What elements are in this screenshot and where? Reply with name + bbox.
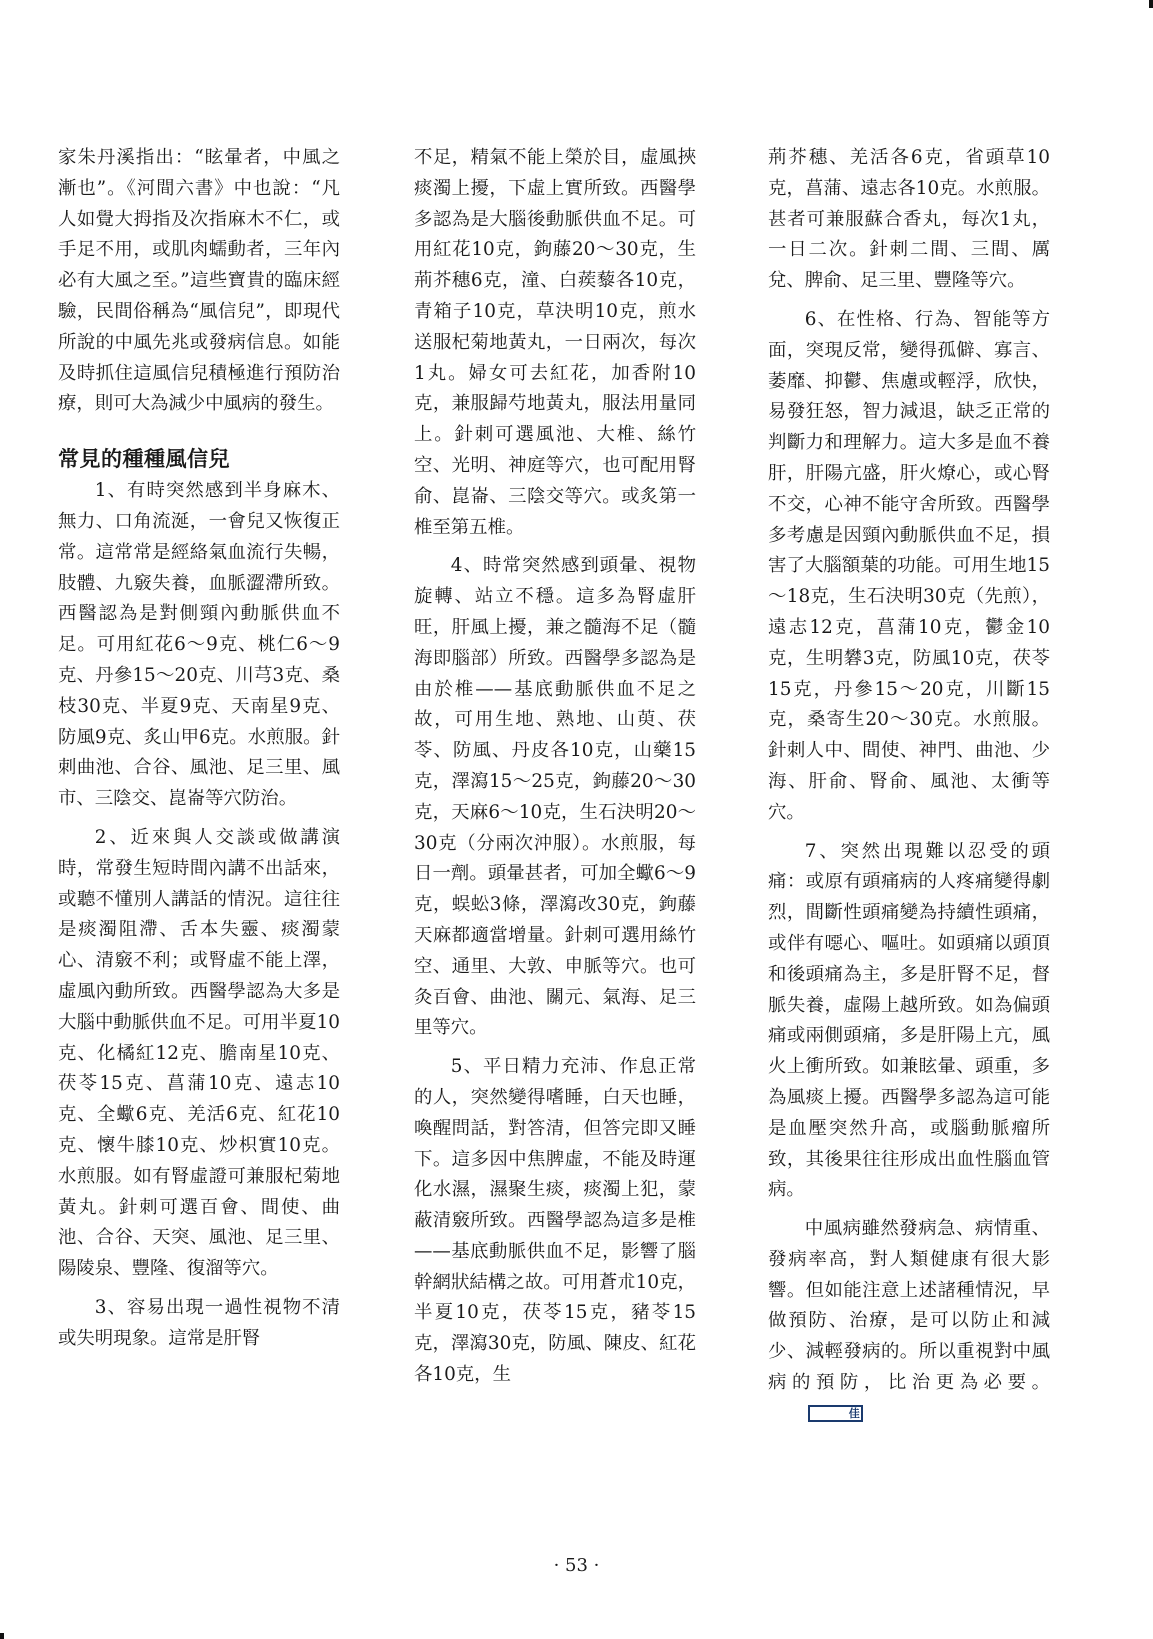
paragraph-item-5-continued: 荊芥穗、羌活各6克，省頭草10克，菖蒲、遠志各10克。水煎服。甚者可兼服蘇合香丸，每次1丸，一日二次。針刺二間、三間、厲兌、脾俞、足三里、豐隆等穴。 xyxy=(768,147,1050,292)
paragraph-item-3-continued: 不足，精氣不能上榮於目，虛風挾痰濁上擾，下虛上實所致。西醫學多認為是大腦後動脈供血不足。可用紅花10克，鉤藤20～30克，生荊芥穗6克，潼、白蒺藜各10克，青箱子10克，草決明10克，煎水送服杞菊地黃丸，一日兩次，每次1丸。婦女可去紅花，加香附10克，兼服歸芍地黃丸，服法用量同上。針刺可選風池、大椎、絲竹空、光明、神庭等穴，也可配用腎俞、崑崙、三陰交等穴。或炙第一椎至第五椎。 xyxy=(414,147,696,538)
text-column-1 xyxy=(58,143,340,1354)
paragraph-item-3: 3、容易出現一過性視物不清或失明現象。這常是肝腎 xyxy=(58,1296,340,1349)
text-column-2 xyxy=(414,143,696,1391)
closing-paragraph-text: 中風病雖然發病急、病情重、發病率高，對人類健康有很大影響。但如能注意上述諸種情況，早做預防、治療，是可以防止和減少、減輕發病的。所以重視對中風病的預防，比治更為必要。 xyxy=(768,1218,1050,1394)
closing-paragraph xyxy=(768,1214,1050,1430)
paragraph-item-6: 6、在性格、行為、智能等方面，突現反常，變得孤僻、寡言、萎靡、抑鬱、焦慮或輕浮，欣快，易發狂怒，智力減退，缺乏正常的判斷力和理解力。這大多是血不養肝，肝陽亢盛，肝火燎心，或心腎不交，心神不能守舍所致。西醫學多考慮是因頸內動脈供血不足，損害了大腦額葉的功能。可用生地15～18克，生石決明30克（先煎），遠志12克，菖蒲10克，鬱金10克，生明礬3克，防風10克，茯苓15克，丹參15～20克，川斷15克，桑寄生20～30克。水煎服。針刺人中、間使、神門、曲池、少海、肝俞、腎俞、風池、太衝等穴。 xyxy=(768,308,1050,823)
scan-edge-mark-bottom-left xyxy=(0,1633,4,1639)
intro-paragraph: 家朱丹溪指出：“眩暈者，中風之漸也”。《河間六書》中也說：“凡人如覺大拇指及次指麻木不仁，或手足不用，或肌肉蠕動者，三年內必有大風之至。”這些寶貴的臨床經驗，民間俗稱為“風信兒”，即現代所說的中風先兆或發病信息。如能及時抓住這風信兒積極進行預防治療，則可大為減少中風病的發生。 xyxy=(58,147,340,415)
paragraph-item-1: 1、有時突然感到半身麻木、無力、口角流涎，一會兒又恢復正常。這常常是經絡氣血流行失暢，肢體、九竅失養，血脈澀滯所致。西醫認為是對側頸內動脈供血不足。可用紅花6～9克、桃仁6～9克、丹參15～20克、川芎3克、桑枝30克、半夏9克、天南星9克、防風9克、炙山甲6克。水煎服。針刺曲池、合谷、風池、足三里、風市、三陰交、崑崙等穴防治。 xyxy=(58,480,340,810)
text-column-3 xyxy=(768,143,1050,1430)
author-seal-stamp: 佳 xyxy=(808,1405,863,1422)
paragraph-item-4: 4、時常突然感到頭暈、視物旋轉、站立不穩。這多為腎虛肝旺，肝風上擾，兼之髓海不足（髓海即腦部）所致。西醫學多認為是由於椎——基底動脈供血不足之故，可用生地、熟地、山萸、茯苓、防風、丹皮各10克，山藥15克，澤瀉15～25克，鉤藤20～30克，天麻6～10克，生石決明20～30克（分兩次沖服）。水煎服，每日一劑。頭暈甚者，可加全蠍6～9克，蜈蚣3條，澤瀉改30克，鉤藤天麻都適當增量。針刺可選用絲竹空、通里、大敦、申脈等穴。也可灸百會、曲池、關元、氣海、足三里等穴。 xyxy=(414,555,696,1039)
section-heading: 常見的種種風信兒 xyxy=(58,447,230,472)
paragraph-item-5: 5、平日精力充沛、作息正常的人，突然變得嗜睡，白天也睡，喚醒問話，對答清，但答完即又睡下。這多因中焦脾虛，不能及時運化水濕，濕聚生痰，痰濁上犯，蒙蔽清竅所致。西醫學認為這多是椎——基底動脈供血不足，影響了腦幹網狀結構之故。可用蒼朮10克，半夏10克，茯苓15克，豬苓15克，澤瀉30克，防風、陳皮、紅花各10克，生 xyxy=(414,1056,696,1386)
paragraph-item-7: 7、突然出現難以忍受的頭痛：或原有頭痛病的人疼痛變得劇烈，間斷性頭痛變為持續性頭痛，或伴有噁心、嘔吐。如頭痛以頭頂和後頭痛為主，多是肝腎不足，督脈失養，虛陽上越所致。如為偏頭痛或兩側頭痛，多是肝陽上亢，風火上衝所致。如兼眩暈、頭重，多為風痰上擾。西醫學多認為這可能是血壓突然升高，或腦動脈瘤所致，其後果往往形成出血性腦血管病。 xyxy=(768,840,1050,1201)
scan-edge-mark-top-right xyxy=(1149,0,1153,8)
page-number: · 53 · xyxy=(553,1555,600,1576)
paragraph-item-2: 2、近來與人交談或做講演時，常發生短時間內講不出話來，或聽不懂別人講話的情況。這往往是痰濁阻滯、舌本失靈、痰濁蒙心、清竅不利；或腎虛不能上澤，虛風內動所致。西醫學認為大多是大腦中動脈供血不足。可用半夏10克、化橘紅12克、膽南星10克、茯苓15克、菖蒲10克、遠志10克、全蠍6克、羌活6克、紅花10克、懷牛膝10克、炒枳實10克。水煎服。如有腎虛證可兼服杞菊地黃丸。針刺可選百會、間使、曲池、合谷、天突、風池、足三里、陽陵泉、豐隆、復溜等穴。 xyxy=(58,826,340,1280)
